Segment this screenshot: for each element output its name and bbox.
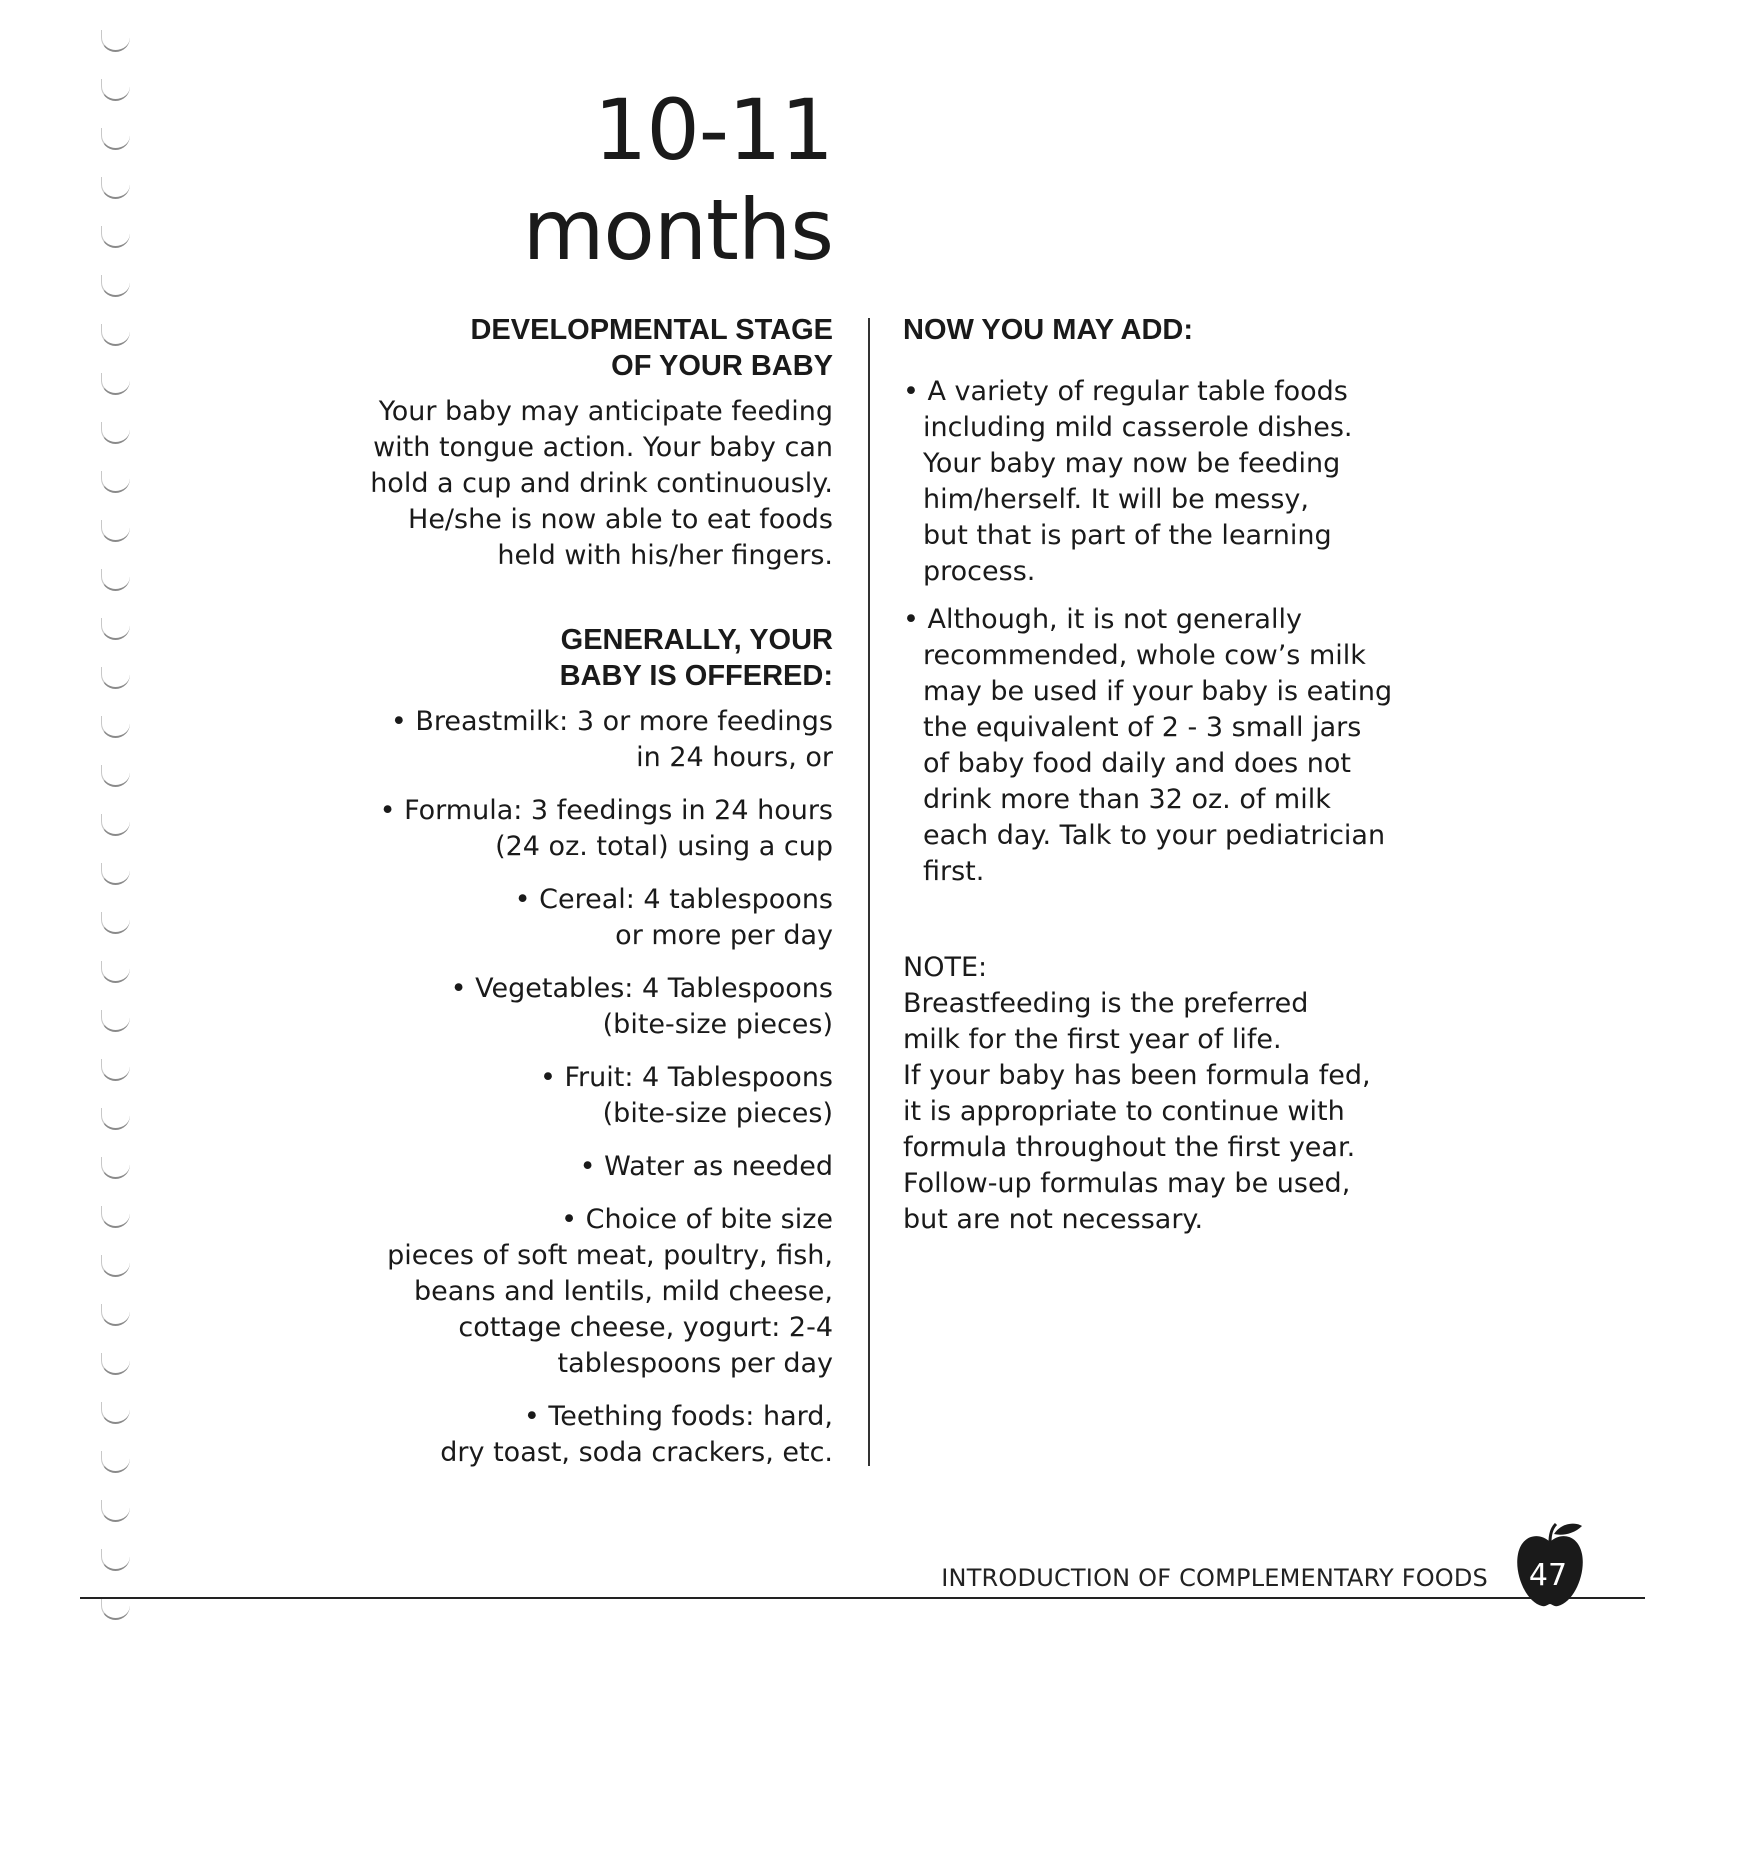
list-item [360,793,833,865]
offered-heading-line-2: BABY IS OFFERED: [559,660,833,692]
binding-ring [101,1500,130,1522]
developmental-heading-line-1: DEVELOPMENTAL STAGE [470,314,833,346]
item-line: • Vegetables: 4 Tablespoons [450,973,833,1004]
item-line: (bite-size pieces) [602,1098,833,1129]
item-line: first. [923,856,985,887]
binding-ring [101,912,130,934]
binding-ring [101,1206,130,1228]
page-title [523,80,833,280]
list-item [903,374,1423,590]
item-line: (bite-size pieces) [602,1009,833,1040]
item-line: each day. Talk to your pediatrician [923,820,1386,851]
item-line: tablespoons per day [557,1348,833,1379]
text-line: with tongue action. Your baby can [373,432,833,463]
footer-section-title: INTRODUCTION OF COMPLEMENTARY FOODS [941,1564,1488,1592]
binding-ring [101,618,130,640]
list-item [360,882,833,954]
developmental-heading [360,312,833,384]
binding-ring [101,324,130,346]
item-line: including mild casserole dishes. [923,412,1353,443]
title-line-2: months [522,181,833,279]
page-number: 47 [1528,1558,1568,1593]
binding-ring [101,1598,130,1620]
item-line: process. [923,556,1036,587]
column-divider [868,318,870,1466]
footer-rule [80,1597,1645,1599]
binding-ring [101,667,130,689]
binding-ring [101,1157,130,1179]
text-line: hold a cup and drink continuously. [370,468,833,499]
offered-heading [360,622,833,694]
item-line: Your baby may now be feeding [923,448,1341,479]
text-line: milk for the first year of life. [903,1024,1282,1055]
item-line: • Teething foods: hard, [523,1401,833,1432]
binding-ring [101,1549,130,1571]
title-line-1: 10-11 [593,81,833,179]
item-line: • Choice of bite size [561,1204,833,1235]
right-column [903,312,1423,1238]
item-line: cottage cheese, yogurt: 2-4 [458,1312,833,1343]
item-line: • Cereal: 4 tablespoons [514,884,833,915]
binding-ring [101,275,130,297]
binding-ring [101,373,130,395]
text-line: formula throughout the first year. [903,1132,1356,1163]
text-line: but are not necessary. [903,1204,1204,1235]
text-line: Your baby may anticipate feeding [378,396,833,427]
text-line: held with his/her fingers. [497,540,833,571]
binding-ring [101,1304,130,1326]
item-line: beans and lentils, mild cheese, [414,1276,833,1307]
binding-ring [101,520,130,542]
item-line: dry toast, soda crackers, etc. [440,1437,833,1468]
binding-ring [101,128,130,150]
list-item [360,704,833,776]
item-line: the equivalent of 2 - 3 small jars [923,712,1362,743]
list-item [903,602,1423,890]
item-line: • A variety of regular table foods [903,376,1348,407]
binding-ring [101,1402,130,1424]
item-line: him/herself. It will be messy, [923,484,1309,515]
item-line: • Water as needed [579,1151,833,1182]
binding-ring [101,814,130,836]
list-item [360,1202,833,1382]
binding-ring [101,79,130,101]
item-line: • Fruit: 4 Tablespoons [539,1062,833,1093]
left-column [360,312,833,1471]
binding-ring [101,765,130,787]
developmental-text [360,394,833,574]
binding-ring [101,863,130,885]
offered-heading-line-1: GENERALLY, YOUR [560,624,833,656]
binding-ring [101,569,130,591]
spiral-binding [95,30,145,1660]
item-line: but that is part of the learning [923,520,1332,551]
add-heading: NOW YOU MAY ADD: [903,314,1194,346]
binding-ring [101,961,130,983]
binding-ring [101,1010,130,1032]
binding-ring [101,716,130,738]
text-line: He/she is now able to eat foods [408,504,833,535]
item-line: may be used if your baby is eating [923,676,1393,707]
note-label: NOTE: [903,952,988,983]
binding-ring [101,1255,130,1277]
list-item [360,1149,833,1185]
binding-ring [101,1451,130,1473]
list-item [360,971,833,1043]
developmental-heading-line-2: OF YOUR BABY [611,350,833,382]
item-line: • Although, it is not generally [903,604,1302,635]
binding-ring [101,422,130,444]
item-line: of baby food daily and does not [923,748,1352,779]
item-line: or more per day [615,920,833,951]
item-line: recommended, whole cow’s milk [923,640,1366,671]
item-line: pieces of soft meat, poultry, fish, [387,1240,833,1271]
item-line: drink more than 32 oz. of milk [923,784,1331,815]
text-line: Follow-up formulas may be used, [903,1168,1351,1199]
item-line: • Breastmilk: 3 or more feedings [390,706,833,737]
binding-ring [101,177,130,199]
note-text [903,986,1423,1238]
binding-ring [101,1353,130,1375]
item-line: in 24 hours, or [636,742,833,773]
text-line: Breastfeeding is the preferred [903,988,1309,1019]
text-line: it is appropriate to continue with [903,1096,1345,1127]
binding-ring [101,1108,130,1130]
binding-ring [101,471,130,493]
binding-ring [101,226,130,248]
binding-ring [101,1059,130,1081]
item-line: • Formula: 3 feedings in 24 hours [379,795,833,826]
list-item [360,1060,833,1132]
list-item [360,1399,833,1471]
text-line: If your baby has been formula fed, [903,1060,1371,1091]
binding-ring [101,30,130,52]
item-line: (24 oz. total) using a cup [495,831,833,862]
